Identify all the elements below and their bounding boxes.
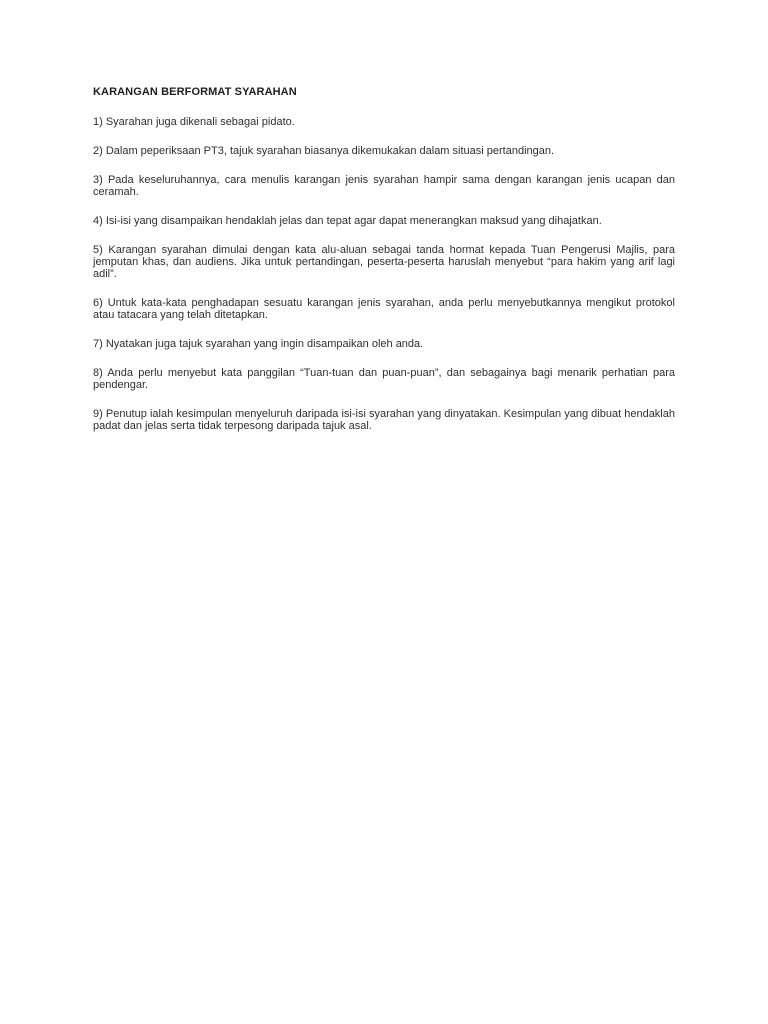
paragraph-6: 6) Untuk kata-kata penghadapan sesuatu karangan jenis syarahan, anda perlu menyebutkannya mengikut protokol atau tatacara yang telah ditetapkan. [93,297,675,321]
paragraph-3: 3) Pada keseluruhannya, cara menulis karangan jenis syarahan hampir sama dengan karangan jenis ucapan dan ceramah. [93,174,675,198]
paragraph-5: 5) Karangan syarahan dimulai dengan kata alu-aluan sebagai tanda hormat kepada Tuan Pengerusi Majlis, para jemputan khas, dan audiens. Jika untuk pertandingan, peserta-peserta haruslah menyebut “para hakim yang arif lagi adil”. [93,244,675,280]
document-page [93,86,675,449]
paragraph-4: 4) Isi-isi yang disampaikan hendaklah jelas dan tepat agar dapat menerangkan maksud yang dihajatkan. [93,215,602,227]
paragraph-1: 1) Syarahan juga dikenali sebagai pidato. [93,116,295,128]
paragraph-2: 2) Dalam peperiksaan PT3, tajuk syarahan biasanya dikemukakan dalam situasi pertandingan. [93,145,555,157]
paragraph-7: 7) Nyatakan juga tajuk syarahan yang ingin disampaikan oleh anda. [93,338,424,350]
paragraph-8: 8) Anda perlu menyebut kata panggilan “Tuan-tuan dan puan-puan”, dan sebagainya bagi menarik perhatian para pendengar. [93,367,675,391]
paragraph-9: 9) Penutup ialah kesimpulan menyeluruh daripada isi-isi syarahan yang dinyatakan. Kesimpulan yang dibuat hendaklah padat dan jelas serta tidak terpesong daripada tajuk asal. [93,408,675,432]
document-title: KARANGAN BERFORMAT SYARAHAN [93,86,297,98]
